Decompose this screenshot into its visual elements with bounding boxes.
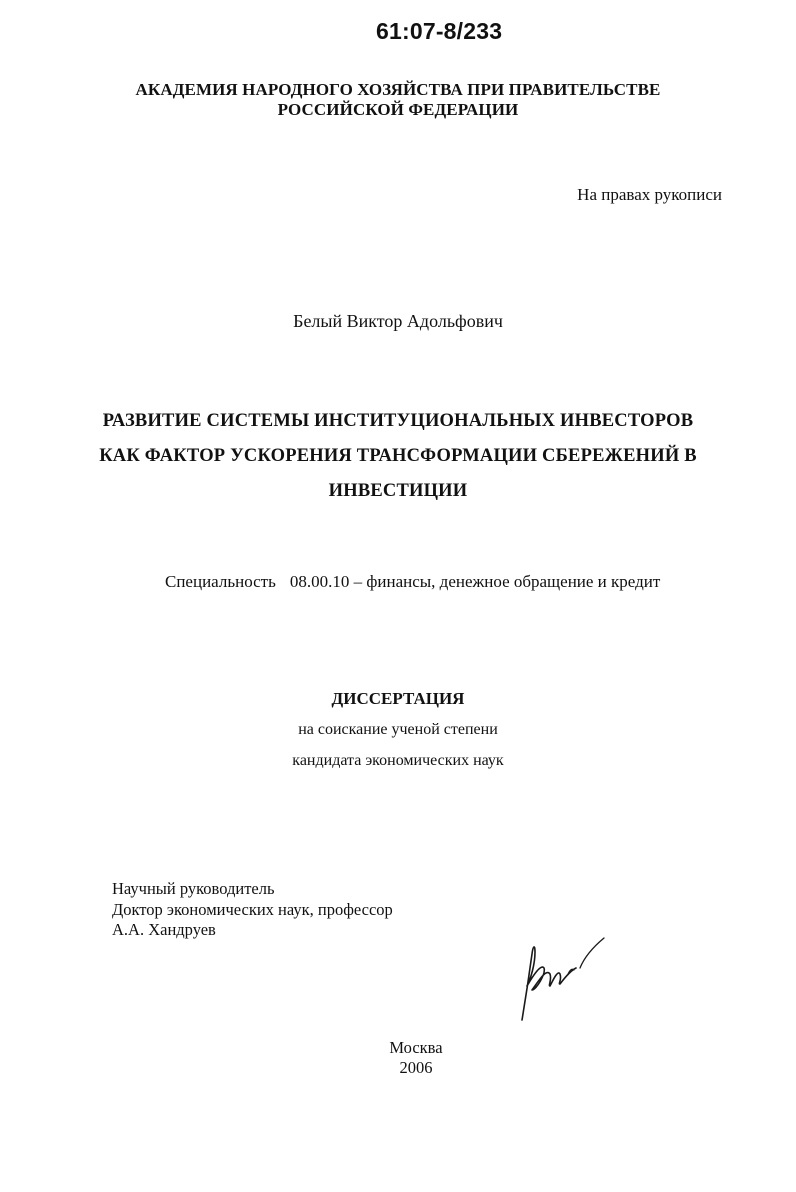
organization-name <box>0 80 796 120</box>
city: Москва <box>389 1038 443 1057</box>
supervisor-block <box>112 879 393 941</box>
dissertation-heading: ДИССЕРТАЦИЯ <box>331 689 465 708</box>
author-name: Белый Виктор Адольфович <box>293 311 503 331</box>
organization-line-2: РОССИЙСКОЙ ФЕДЕРАЦИИ <box>277 100 519 119</box>
specialty-label: Специальность <box>165 572 276 591</box>
degree-purpose: на соискание ученой степени <box>298 721 498 738</box>
title-line-1: РАЗВИТИЕ СИСТЕМЫ ИНСТИТУЦИОНАЛЬНЫХ ИНВЕСТОРОВ <box>102 411 694 431</box>
publication-place-year <box>386 1038 446 1078</box>
degree-name: кандидата экономических наук <box>292 752 504 769</box>
specialty <box>165 572 660 592</box>
year: 2006 <box>399 1058 433 1077</box>
specialty-value: 08.00.10 – финансы, денежное обращение и кредит <box>289 572 661 591</box>
rights-note: На правах рукописи <box>577 185 722 204</box>
registration-code: 61:07-8/233 <box>376 18 503 44</box>
supervisor-role: Научный руководитель <box>112 879 275 898</box>
title-line-3: ИНВЕСТИЦИИ <box>328 481 468 501</box>
supervisor-degree: Доктор экономических наук, профессор <box>112 899 393 919</box>
signature-icon <box>514 934 610 1022</box>
dissertation-title <box>0 404 796 509</box>
supervisor-name: А.А. Хандруев <box>112 920 216 939</box>
title-line-2: КАК ФАКТОР УСКОРЕНИЯ ТРАНСФОРМАЦИИ СБЕРЕЖЕНИЙ В <box>99 446 697 466</box>
organization-line-1: АКАДЕМИЯ НАРОДНОГО ХОЗЯЙСТВА ПРИ ПРАВИТЕЛЬСТВЕ <box>135 80 661 99</box>
